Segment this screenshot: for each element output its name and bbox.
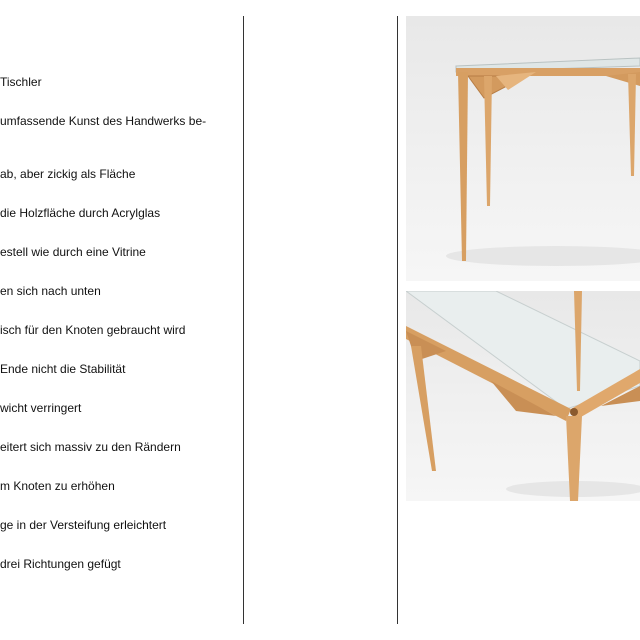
- table-photo-side: [406, 16, 640, 281]
- feature-line: isch für den Knoten gebraucht wird: [0, 323, 186, 337]
- feature-line: estell wie durch eine Vitrine: [0, 245, 146, 259]
- feature-line: m Knoten zu erhöhen: [0, 479, 115, 493]
- feature-line: en sich nach unten: [0, 284, 101, 298]
- feature-line: Ende nicht die Stabilität: [0, 362, 126, 376]
- feature-line: eitert sich massiv zu den Rändern: [0, 440, 181, 454]
- feature-line: wicht verringert: [0, 401, 82, 415]
- column-divider-right: [397, 16, 398, 624]
- intro-line: umfassende Kunst des Handwerks be-: [0, 114, 207, 128]
- table-illustration-detail: [406, 291, 640, 501]
- table-photo-detail: [406, 291, 640, 501]
- feature-line: ab, aber zickig als Fläche: [0, 167, 136, 181]
- feature-line: ge in der Versteifung erleichtert: [0, 518, 167, 532]
- intro-text: [0, 50, 206, 141]
- feature-list: [0, 142, 185, 584]
- intro-line: Tischler: [0, 75, 42, 89]
- table-illustration-side: [406, 16, 640, 281]
- feature-line: die Holzfläche durch Acrylglas: [0, 206, 161, 220]
- column-divider-left: [243, 16, 244, 624]
- feature-line: drei Richtungen gefügt: [0, 557, 121, 571]
